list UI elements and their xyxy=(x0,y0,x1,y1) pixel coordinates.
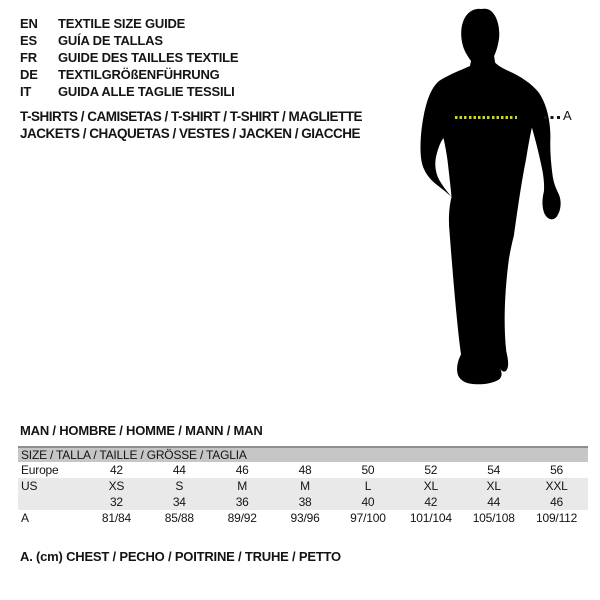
size-cell: XS xyxy=(108,479,125,493)
size-cell: 44 xyxy=(172,463,186,477)
size-cell: 46 xyxy=(235,463,249,477)
row-label: A xyxy=(21,511,29,525)
language-label: GUIDA ALLE TAGLIE TESSILI xyxy=(58,84,235,99)
size-cell: S xyxy=(175,479,184,493)
size-cell: 109/112 xyxy=(536,511,578,525)
language-code: DE xyxy=(20,67,38,82)
size-cell: 42 xyxy=(424,495,438,509)
size-cell: 52 xyxy=(424,463,438,477)
size-cell: 34 xyxy=(172,495,186,509)
size-cell: 81/84 xyxy=(101,511,131,525)
language-label: TEXTILE SIZE GUIDE xyxy=(58,16,186,31)
size-cell: M xyxy=(300,479,310,493)
size-cell: 36 xyxy=(235,495,249,509)
size-cell: M xyxy=(237,479,248,493)
language-code: EN xyxy=(20,16,38,31)
size-cell: XXL xyxy=(545,479,568,493)
size-cell: 97/100 xyxy=(350,511,386,525)
man-silhouette xyxy=(415,5,575,390)
size-table-header: SIZE / TALLA / TAILLE / GRÖSSE / TAGLIA xyxy=(18,448,588,462)
language-code: ES xyxy=(20,33,37,48)
size-cell: 105/108 xyxy=(472,511,515,525)
language-code: IT xyxy=(20,84,32,99)
measure-callout-dashes xyxy=(544,116,560,119)
size-cell: 38 xyxy=(298,495,312,509)
row-label: Europe xyxy=(21,463,59,477)
size-table xyxy=(18,446,588,526)
size-table-row-us xyxy=(18,478,588,494)
chest-measure-dashed-line xyxy=(455,116,517,119)
size-cell: 46 xyxy=(550,495,564,509)
row-label: US xyxy=(21,479,38,493)
size-cell: 54 xyxy=(487,463,501,477)
language-label: GUÍA DE TALLAS xyxy=(58,33,163,48)
size-cell: 44 xyxy=(487,495,501,509)
language-row xyxy=(20,15,238,32)
size-table-row-us-numeric xyxy=(18,494,588,510)
chest-footnote: A. (cm) CHEST / PECHO / POITRINE / TRUHE / PETTO xyxy=(20,549,341,564)
size-cell: 89/92 xyxy=(227,511,257,525)
language-list xyxy=(20,15,238,100)
size-table-row-chest xyxy=(18,510,588,526)
language-label: TEXTILGRÖßENFÜHRUNG xyxy=(58,67,220,82)
size-cell: 50 xyxy=(361,463,375,477)
language-label: GUIDE DES TAILLES TEXTILE xyxy=(58,50,239,65)
size-cell: 56 xyxy=(550,463,564,477)
category-line-tshirts: T-SHIRTS / CAMISETAS / T-SHIRT / T-SHIRT / MAGLIETTE xyxy=(20,109,363,124)
size-cell: 32 xyxy=(109,495,123,509)
size-cell: 40 xyxy=(361,495,375,509)
language-row xyxy=(20,83,238,100)
size-cell: 93/96 xyxy=(290,511,320,525)
size-cell: XL xyxy=(486,479,501,493)
measure-label-a: A xyxy=(563,108,572,123)
category-line-jackets: JACKETS / CHAQUETAS / VESTES / JACKEN / GIACCHE xyxy=(20,126,361,141)
language-row xyxy=(20,49,238,66)
category-list xyxy=(20,109,362,143)
size-cell: 85/88 xyxy=(164,511,194,525)
size-cell: L xyxy=(364,479,372,493)
section-title-man: MAN / HOMBRE / HOMME / MANN / MAN xyxy=(20,423,263,438)
language-code: FR xyxy=(20,50,37,65)
language-row xyxy=(20,32,238,49)
language-row xyxy=(20,66,238,83)
size-table-row-europe xyxy=(18,462,588,478)
size-cell: 48 xyxy=(298,463,312,477)
size-cell: XL xyxy=(423,479,438,493)
size-cell: 101/104 xyxy=(409,511,452,525)
size-cell: 42 xyxy=(109,463,123,477)
